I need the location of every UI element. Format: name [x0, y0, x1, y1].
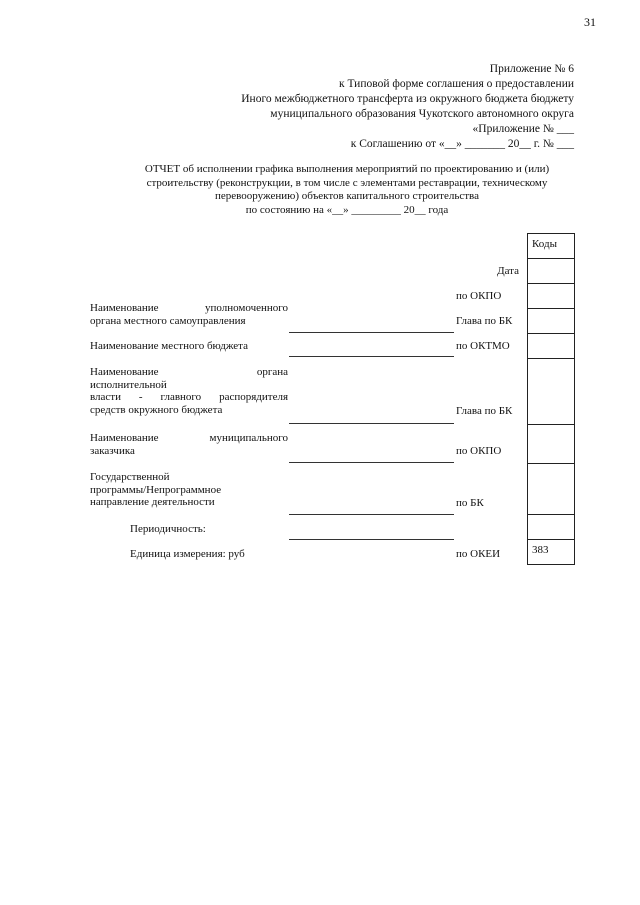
- okpo-label: по ОКПО: [456, 445, 502, 457]
- program-label: Государственной программы/Непрограммное направление деятельности: [90, 471, 222, 508]
- periodicity-label: Периодичность:: [130, 523, 206, 535]
- code-cell-periodicity[interactable]: [528, 515, 574, 540]
- glava-bk-label: Глава по БК: [456, 405, 513, 417]
- annex-line: муниципального образования Чукотского автономного округа: [270, 108, 574, 120]
- code-cell-okei: 383: [528, 540, 574, 565]
- unit-label: Единица измерения: руб: [130, 548, 245, 560]
- authorized-body-field[interactable]: [289, 332, 454, 333]
- date-label: Дата: [497, 265, 519, 277]
- municipal-customer-label: Наименование муниципального заказчика: [90, 432, 288, 457]
- page-number: 31: [584, 15, 596, 29]
- report-title-line: строительству (реконструкции, в том числе с элементами реставрации, техническому: [146, 176, 548, 189]
- annex-header: [241, 62, 574, 152]
- annex-line: к Соглашению от «__» _______ 20__ г. № ___: [350, 138, 574, 150]
- okei-label: по ОКЕИ: [456, 548, 501, 560]
- code-cell-okpo-1[interactable]: [528, 284, 574, 309]
- code-cell-bk[interactable]: [528, 464, 574, 515]
- periodicity-field[interactable]: [289, 539, 454, 540]
- annex-line: Приложение № 6: [489, 63, 574, 75]
- executive-body-field[interactable]: [289, 423, 454, 424]
- report-title-line: ОТЧЕТ об исполнении графика выполнения мероприятий по проектированию и (или): [144, 163, 550, 175]
- report-title: [110, 163, 584, 217]
- program-field[interactable]: [289, 514, 454, 515]
- executive-body-label: Наименование органа исполнительной власти - главного распорядителя средств окружного бюджета: [90, 366, 289, 416]
- annex-line: Иного межбюджетного трансферта из окружного бюджета бюджету: [241, 93, 574, 105]
- code-cell-glava-bk-2[interactable]: [528, 359, 574, 425]
- glava-bk-label: Глава по БК: [456, 315, 513, 327]
- oktmo-label: по ОКТМО: [456, 340, 510, 352]
- authorized-body-label: Наименование уполномоченного органа местного самоуправления: [90, 302, 288, 327]
- local-budget-field[interactable]: [289, 356, 454, 357]
- report-title-line: по состоянию на «__» _________ 20__ года: [245, 203, 449, 216]
- code-cell-oktmo[interactable]: [528, 334, 574, 359]
- local-budget-label: Наименование местного бюджета: [90, 340, 248, 352]
- report-title-line: перевооружению) объектов капитального строительства: [215, 190, 479, 202]
- codes-box: [527, 233, 575, 565]
- code-cell-glava-bk-1[interactable]: [528, 309, 574, 334]
- bk-label: по БК: [456, 497, 484, 509]
- municipal-customer-field[interactable]: [289, 462, 454, 463]
- annex-line: «Приложение № ___: [472, 123, 574, 135]
- codes-header: Коды: [528, 234, 574, 259]
- code-cell-date[interactable]: [528, 259, 574, 284]
- code-cell-okpo-2[interactable]: [528, 425, 574, 464]
- annex-line: к Типовой форме соглашения о предоставлении: [338, 78, 574, 90]
- okpo-label: по ОКПО: [456, 290, 502, 302]
